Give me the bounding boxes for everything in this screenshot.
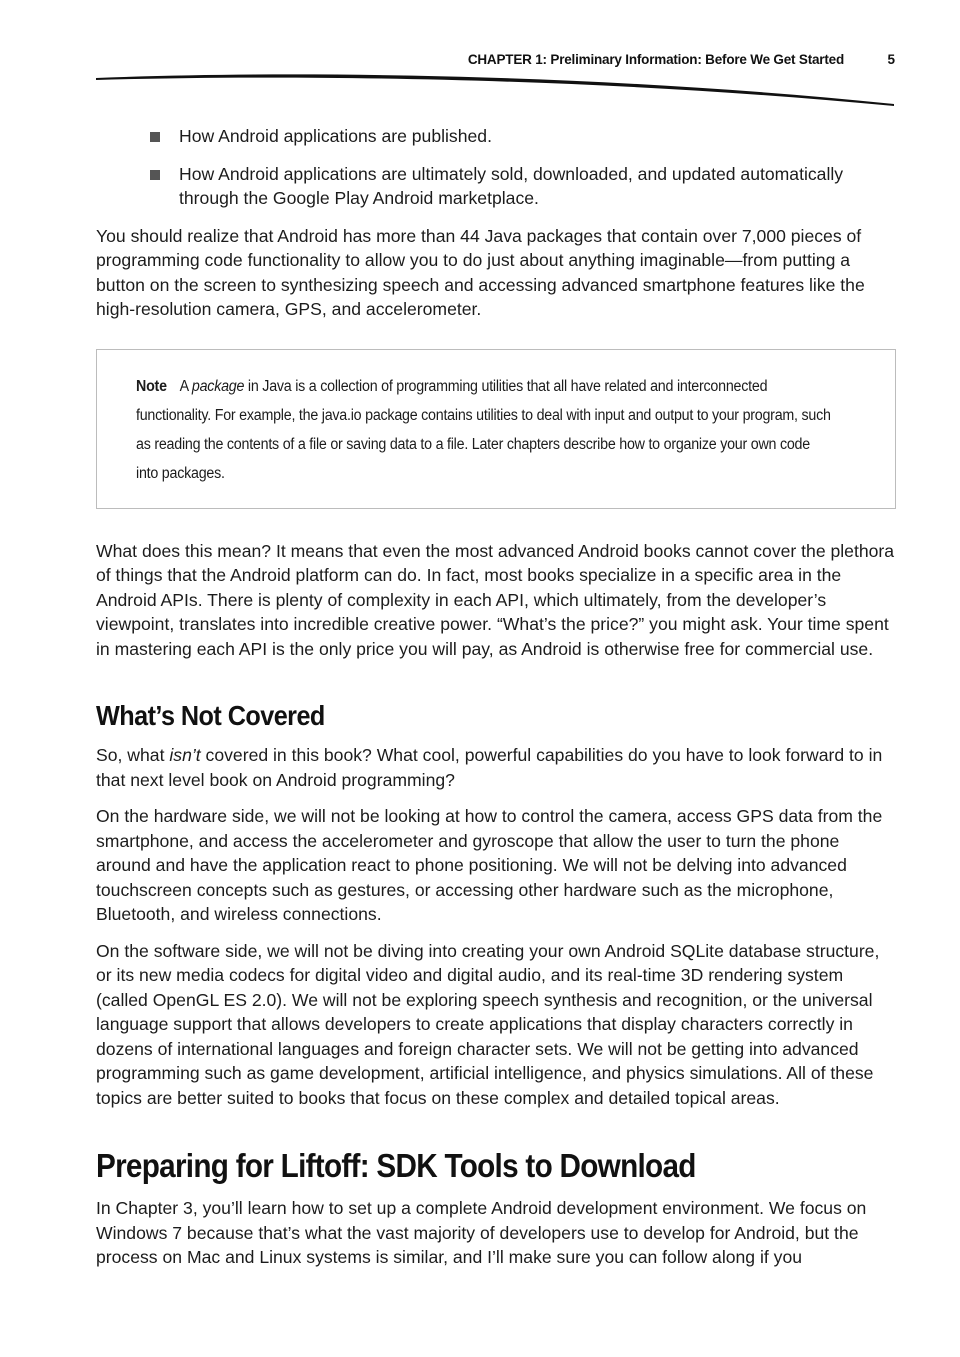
paragraph-not-covered-1 xyxy=(96,743,896,792)
paragraph-liftoff: In Chapter 3, you’ll learn how to set up a complete Android development environment. We focus on Windows 7 because that’s what the vast majority of developers use to develop for Android, but the process on Mac and Linux systems is similar, and I’ll make sure you can follow along if you xyxy=(96,1198,867,1267)
square-bullet-icon xyxy=(150,170,160,180)
note-term: package xyxy=(191,377,245,395)
section-heading-liftoff: Preparing for Liftoff: SDK Tools to Download xyxy=(96,1147,696,1184)
section-heading-not-covered: What’s Not Covered xyxy=(96,700,325,731)
note-text xyxy=(136,372,835,488)
paragraph-hardware: On the hardware side, we will not be looking at how to control the camera, access GPS data from the smartphone, and access the accelerometer and gyroscope that allow the user to turn the phone around and have the application react to phone positioning. We will not be delving into advanced touchscreen concepts such as gestures, or accessing other hardware such as the microphone, Bluetooth, and wireless connections. xyxy=(96,806,883,924)
page-body xyxy=(96,124,896,1282)
list-item xyxy=(96,124,896,149)
paragraph-meaning: What does this mean? It means that even the most advanced Android books cannot cover the plethora of things that the Android platform can do. In fact, most books specialize in a specific area in the Android APIs. There is plenty of complexity in each API, which ultimately, from the developer’s viewpoint, translates into incredible creative power. “What’s the price?” you might ask. Your time spent in mastering each API is the only price you will pay, as Android is otherwise free for commercial use. xyxy=(96,540,895,659)
text-run: So, what xyxy=(96,745,170,765)
list-item xyxy=(96,162,896,211)
note-body: in Java is a collection of programming utilities that all have related and interconnected functionality. For example, the java.io package contains utilities to deal with input and output to your program, such as reading the contents of a file or saving data to a file. Later chapters describe how to organize your own code into packages. xyxy=(136,377,831,482)
chapter-title: CHAPTER 1: Preliminary Information: Before We Get Started xyxy=(467,52,844,67)
paragraph-intro: You should realize that Android has more than 44 Java packages that contain over 7,000 pieces of programming code functionality to allow you to do just about anything imaginable—from putting a button on the screen to synthesizing speech and accessing advanced smartphone features like the high-resolution camera, GPS, and accelerometer. xyxy=(96,225,865,319)
note-box xyxy=(96,349,896,509)
text-run: covered in this book? What cool, powerful capabilities do you have to look forward to in that next level book on Android programming? xyxy=(96,745,883,790)
note-before-term: A xyxy=(179,377,192,395)
paragraph-software: On the software side, we will not be diving into creating your own Android SQLite database structure, or its new media codecs for digital video and digital audio, and its real-time 3D rendering system (called OpenGL ES 2.0). We will not be exploring speech synthesis and recognition, or the universal language support that allows developers to create applications that display characters correctly in dozens of international languages and foreign character sets. We will not be getting into advanced programming such as game development, artificial intelligence, and physics simulations. All of these topics are better suited to books that focus on these complex and detailed topical areas. xyxy=(96,940,880,1108)
note-label: Note xyxy=(136,377,167,395)
square-bullet-icon xyxy=(150,132,160,142)
list-item-text: How Android applications are published. xyxy=(179,126,492,146)
emphasis-text: isn’t xyxy=(169,745,201,765)
list-item-text: How Android applications are ultimately sold, downloaded, and updated automatically through the Google Play Android marketplace. xyxy=(179,163,844,208)
header-rule xyxy=(0,0,960,110)
page-number: 5 xyxy=(887,52,895,67)
bullet-list xyxy=(96,124,896,211)
